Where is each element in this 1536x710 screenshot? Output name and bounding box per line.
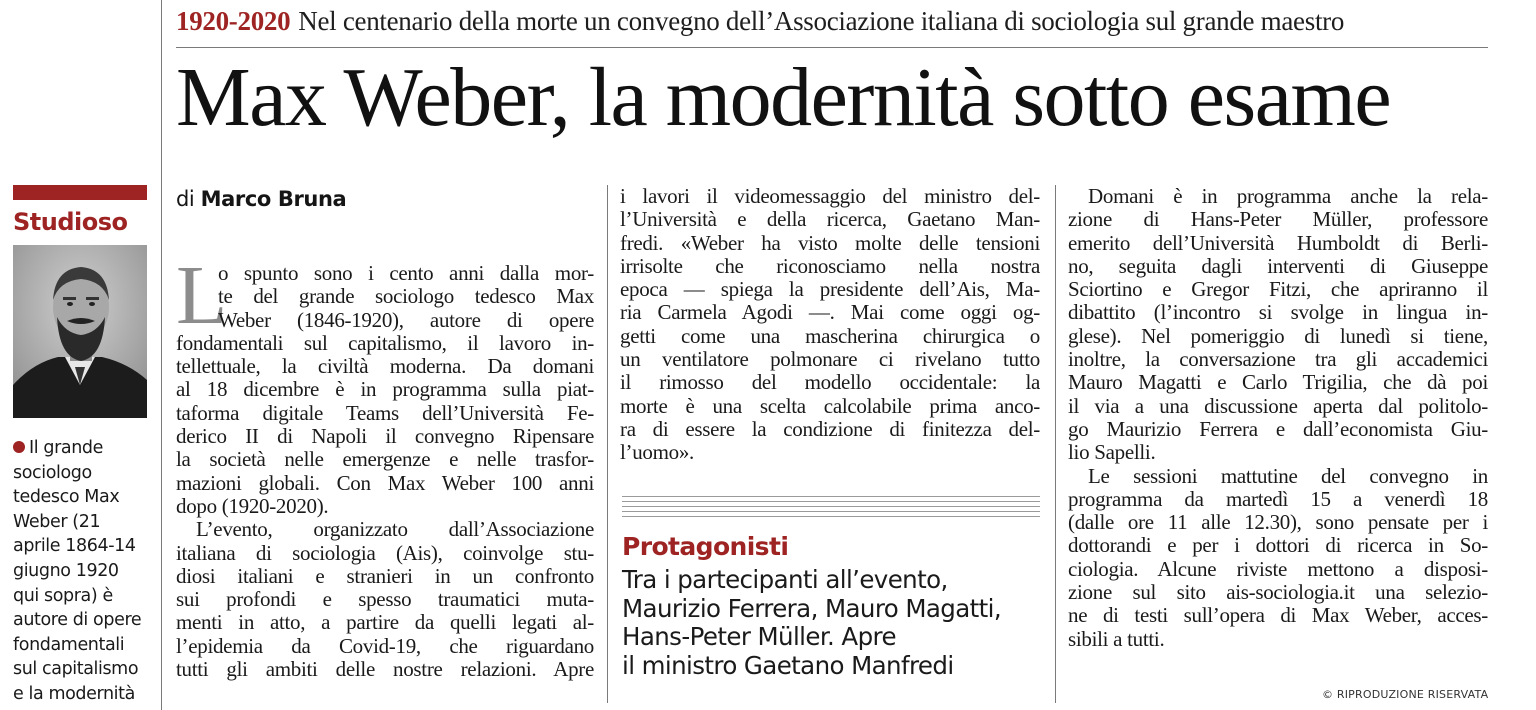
article-line: Le sessioni mattutine del convegno in — [1088, 463, 1488, 488]
column-rule-1 — [607, 185, 608, 703]
caption-line: e la modernità — [13, 683, 135, 704]
article-line: morte è una scelta calcolabile prima anco- — [620, 393, 1040, 418]
caption-line: giugno 1920 — [13, 560, 119, 581]
byline-author: Marco Bruna — [200, 187, 347, 211]
article-line: tellettuale, la civiltà moderna. Da domani — [176, 354, 594, 379]
article-line: il rimosso del modello occidentale: la — [620, 370, 1040, 395]
article-line: dottorandi e per i dottori di ricerca in So- — [1068, 533, 1488, 558]
caption-line: Il grande — [29, 438, 103, 458]
article-line: L’evento, organizzato dall’Associazione — [196, 517, 594, 542]
byline-prefix: di — [176, 187, 195, 211]
protagonisti-line: Tra i partecipanti all’evento, — [622, 565, 948, 594]
sidebar-label: Studioso — [13, 208, 128, 236]
article-line: menti in atto, a partire da quelli legati al- — [176, 610, 594, 635]
article-line: (dalle ore 11 alle 12.30), sono pensate per i — [1068, 510, 1488, 535]
article-line: l’Università e della ricerca, Gaetano Man- — [620, 207, 1040, 232]
article-line: irrisolte che riconosciamo nella nostra — [620, 253, 1040, 278]
column-rule-2 — [1055, 185, 1056, 703]
article-line: te del grande sociologo tedesco Max — [218, 284, 594, 309]
left-column-rule — [161, 0, 162, 710]
article-line: sibili a tutti. — [1068, 626, 1165, 651]
caption-line: autore di opere — [13, 610, 142, 631]
sidebar-accent-bar — [13, 185, 147, 200]
article-line: epoca — spiega la presidente dell’Ais, Ma- — [620, 277, 1040, 302]
article-line: o spunto sono i cento anni dalla mor- — [218, 261, 594, 285]
article-column-2 — [620, 185, 1040, 465]
caption-line: sul capitalismo — [13, 659, 139, 680]
headline: Max Weber, la modernità sotto esame — [176, 51, 1391, 144]
article-line: ria Carmela Agodi —. Mai come oggi og- — [620, 300, 1040, 325]
protagonisti-title: Protagonisti — [622, 532, 789, 561]
article-line: dopo (1920-2020). — [176, 493, 329, 518]
article-line: Domani è in programma anche la rela- — [1088, 184, 1488, 208]
article-line: la società nelle emergenze e nelle trasfor- — [176, 447, 594, 472]
article-line: emerito dell’Università Humboldt di Berli- — [1068, 230, 1488, 255]
article-line: mazioni globali. Con Max Weber 100 anni — [176, 470, 594, 495]
article-line: dibattito (l’incontro si svolge in lingua in- — [1068, 300, 1488, 325]
article-line: inoltre, la conversazione tra gli accademici — [1068, 347, 1488, 372]
article-line: il via a una discussione aperta dal politolo- — [1068, 393, 1488, 418]
protagonisti-body — [622, 566, 1001, 680]
byline — [176, 187, 346, 211]
article-line: sui profondi e spesso traumatici muta- — [176, 587, 594, 612]
article-line: Mauro Magatti e Carlo Trigilia, che dà poi — [1068, 370, 1488, 395]
article-line: al 18 dicembre è in programma sulla piat- — [176, 377, 594, 402]
kicker — [176, 6, 1344, 37]
article-line: fondamentali sul capitalismo, il lavoro in- — [176, 330, 594, 355]
article-line: derico II di Napoli il convegno Ripensare — [176, 424, 594, 449]
copyright-notice: © RIPRODUZIONE RISERVATA — [1322, 688, 1489, 701]
article-line: taforma digitale Teams dell’Università Fe- — [176, 400, 594, 425]
protagonisti-line: Maurizio Ferrera, Mauro Magatti, — [622, 593, 1002, 623]
article-line: programma da martedì 15 a venerdì 18 — [1068, 486, 1488, 511]
article-line: Sciortino e Gregor Fitzi, che apriranno il — [1068, 277, 1488, 302]
caption-bullet-icon — [13, 441, 25, 453]
article-line: zione sul sito ais-sociologia.it una selezio- — [1068, 580, 1488, 605]
article-line: italiana di sociologia (Ais), coinvolge stu- — [176, 540, 594, 565]
protagonisti-line: Hans-Peter Müller. Apre — [622, 622, 896, 651]
article-line: l’epidemia da Covid-19, che riguardano — [176, 633, 594, 658]
article-line: fredi. «Weber ha visto molte delle tensioni — [620, 230, 1040, 255]
article-line: zione di Hans-Peter Müller, professore — [1068, 207, 1488, 232]
protagonisti-line: il ministro Gaetano Manfredi — [622, 650, 954, 680]
article-line: un ventilatore polmonare ci rivelano tutto — [620, 347, 1040, 372]
caption-line: sociologo — [13, 462, 92, 483]
article-line: l’uomo». — [620, 440, 695, 465]
kicker-rule — [176, 47, 1488, 48]
caption-line: tedesco Max — [13, 487, 120, 508]
article-line: tutti gli ambiti delle nostre relazioni. Apre — [176, 657, 594, 682]
photo-caption — [13, 436, 151, 707]
article-line: no, seguita dagli interventi di Giuseppe — [1068, 253, 1488, 278]
caption-line: Weber (21 — [13, 511, 101, 532]
article-line: ne di testi sull’opera di Max Weber, acces- — [1068, 603, 1488, 628]
article-line: glese). Nel pomeriggio di lunedì si tiene, — [1068, 323, 1488, 348]
article-line: lio Sapelli. — [1068, 440, 1156, 465]
article-line: getti come una mascherina chirurgica o — [620, 323, 1040, 348]
kicker-text: Nel centenario della morte un convegno dell’Associazione italiana di sociologia sul grande maestro — [298, 6, 1345, 36]
box-hatch-rule — [622, 496, 1040, 520]
article-line: ciologia. Alcune riviste mettono a disposi- — [1068, 556, 1488, 581]
article-line: go Maurizio Ferrera e dall’economista Giu- — [1068, 416, 1488, 441]
caption-line: aprile 1864-14 — [13, 536, 136, 557]
article-line: Weber (1846-1920), autore di opere — [218, 307, 594, 332]
caption-line: fondamentali — [13, 634, 125, 655]
article-column-1 — [176, 262, 594, 681]
article-line: i lavori il videomessaggio del ministro del- — [620, 184, 1040, 208]
article-column-3 — [1068, 185, 1488, 651]
kicker-years: 1920-2020 — [176, 6, 291, 36]
portrait-photo — [13, 245, 147, 418]
article-line: ra di essere la condizione di finitezza del- — [620, 416, 1040, 441]
caption-line: qui sopra) è — [13, 585, 113, 606]
drop-cap: L — [176, 249, 228, 342]
article-line: diosi italiani e stranieri in un confronto — [176, 563, 594, 588]
